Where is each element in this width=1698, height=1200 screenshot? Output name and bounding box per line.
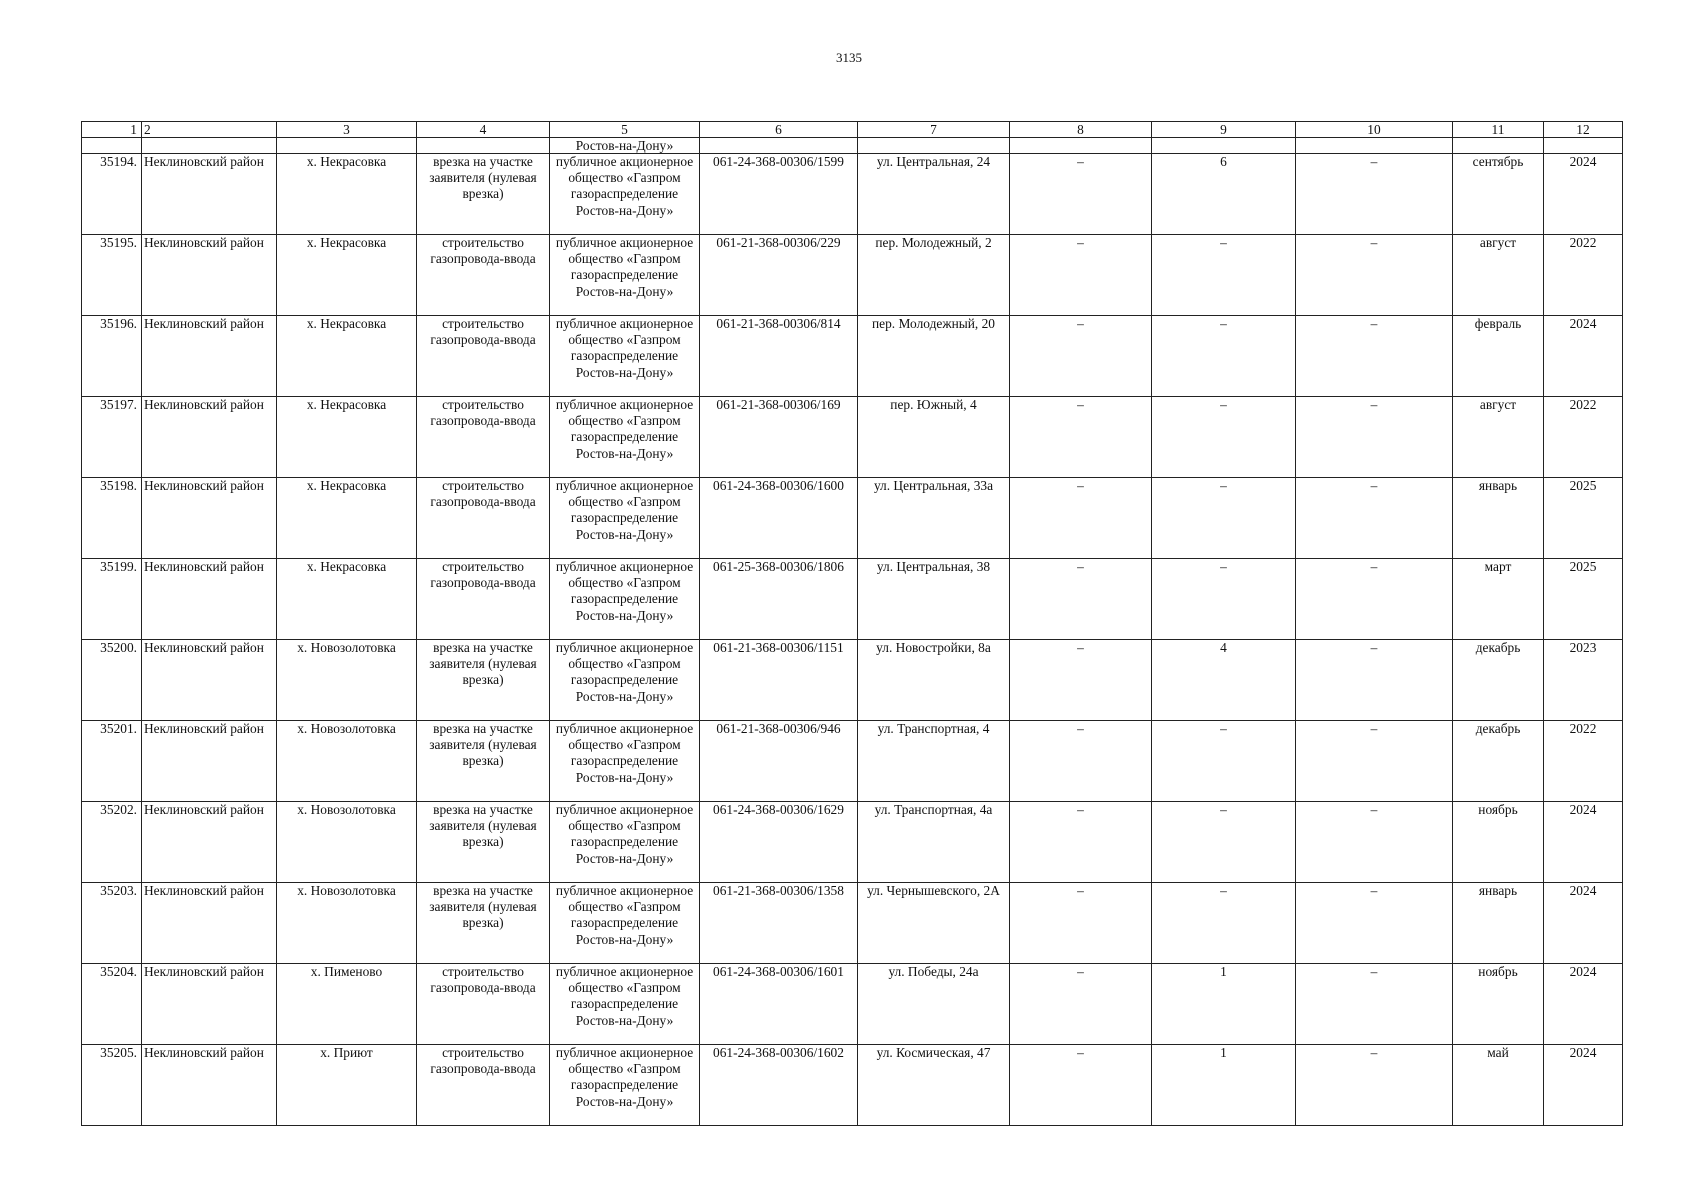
cell-col9-value: –	[1152, 235, 1296, 316]
cell-application-number: 061-21-368-00306/1151	[700, 640, 858, 721]
cell-row-number: 35201.	[82, 721, 142, 802]
cell-col10-value: –	[1296, 721, 1453, 802]
cell-settlement: х. Новозолотовка	[277, 802, 417, 883]
cell-application-number: 061-21-368-00306/169	[700, 397, 858, 478]
column-header-row	[82, 122, 1623, 138]
cell-col9-value: –	[1152, 883, 1296, 964]
cell-work-type: 4	[417, 122, 550, 138]
cell-application-number: 061-25-368-00306/1806	[700, 559, 858, 640]
cell-address: пер. Южный, 4	[858, 397, 1010, 478]
cell-district: Неклиновский район	[142, 235, 277, 316]
cell-district: Неклиновский район	[142, 1045, 277, 1126]
cell-settlement: х. Новозолотовка	[277, 883, 417, 964]
cell-row-number: 35205.	[82, 1045, 142, 1126]
cell-district	[142, 138, 277, 154]
cell-address: ул. Новостройки, 8а	[858, 640, 1010, 721]
cell-organization: публичное акционерное общество «Газпром газораспределение Ростов-на-Дону»	[550, 640, 700, 721]
cell-settlement: х. Некрасовка	[277, 478, 417, 559]
cell-organization: Ростов-на-Дону»	[550, 138, 700, 154]
table-row	[82, 397, 1623, 478]
cell-col8-value: –	[1010, 883, 1152, 964]
cell-col8-value: –	[1010, 1045, 1152, 1126]
table-row	[82, 802, 1623, 883]
cell-application-number: 061-21-368-00306/814	[700, 316, 858, 397]
cell-col8-value: –	[1010, 235, 1152, 316]
cell-col10-value: –	[1296, 397, 1453, 478]
cell-organization: публичное акционерное общество «Газпром газораспределение Ростов-на-Дону»	[550, 316, 700, 397]
cell-col9-value: –	[1152, 721, 1296, 802]
cell-year: 2022	[1544, 235, 1623, 316]
cell-organization: публичное акционерное общество «Газпром газораспределение Ростов-на-Дону»	[550, 802, 700, 883]
cell-month: февраль	[1453, 316, 1544, 397]
cell-col8-value: –	[1010, 316, 1152, 397]
cell-col8-value: –	[1010, 397, 1152, 478]
table-row	[82, 1045, 1623, 1126]
cell-address: ул. Чернышевского, 2А	[858, 883, 1010, 964]
cell-district: 2	[142, 122, 277, 138]
cell-month: январь	[1453, 883, 1544, 964]
cell-col9-value	[1152, 138, 1296, 154]
cell-col10-value: –	[1296, 640, 1453, 721]
cell-col9-value: –	[1152, 559, 1296, 640]
cell-application-number	[700, 138, 858, 154]
cell-address: ул. Центральная, 33а	[858, 478, 1010, 559]
cell-col8-value: –	[1010, 559, 1152, 640]
cell-year: 2024	[1544, 883, 1623, 964]
cell-work-type: врезка на участке заявителя (нулевая врезка)	[417, 802, 550, 883]
table-row	[82, 235, 1623, 316]
cell-col8-value: –	[1010, 721, 1152, 802]
cell-organization: публичное акционерное общество «Газпром газораспределение Ростов-на-Дону»	[550, 397, 700, 478]
table-row	[82, 964, 1623, 1045]
cell-work-type: строительство газопровода-ввода	[417, 316, 550, 397]
cell-col10-value: –	[1296, 964, 1453, 1045]
cell-address: ул. Транспортная, 4	[858, 721, 1010, 802]
cell-district: Неклиновский район	[142, 640, 277, 721]
cell-col9-value: 6	[1152, 154, 1296, 235]
cell-address: ул. Центральная, 24	[858, 154, 1010, 235]
cell-col10-value: –	[1296, 154, 1453, 235]
cell-col9-value: 1	[1152, 964, 1296, 1045]
cell-month: август	[1453, 397, 1544, 478]
page-number: 3135	[836, 50, 862, 65]
cell-month: сентябрь	[1453, 154, 1544, 235]
cell-col10-value	[1296, 138, 1453, 154]
cell-application-number: 061-24-368-00306/1600	[700, 478, 858, 559]
cell-address: ул. Победы, 24а	[858, 964, 1010, 1045]
table-row	[82, 559, 1623, 640]
cell-organization: публичное акционерное общество «Газпром газораспределение Ростов-на-Дону»	[550, 559, 700, 640]
cell-month: ноябрь	[1453, 964, 1544, 1045]
cell-col9-value: 4	[1152, 640, 1296, 721]
table-row	[82, 316, 1623, 397]
cell-month: март	[1453, 559, 1544, 640]
cell-col8-value: –	[1010, 802, 1152, 883]
cell-row-number	[82, 138, 142, 154]
cell-settlement: х. Некрасовка	[277, 559, 417, 640]
cell-row-number: 35195.	[82, 235, 142, 316]
cell-district: Неклиновский район	[142, 883, 277, 964]
table-row	[82, 154, 1623, 235]
cell-col10-value: –	[1296, 802, 1453, 883]
cell-work-type: строительство газопровода-ввода	[417, 478, 550, 559]
cell-settlement: х. Некрасовка	[277, 397, 417, 478]
cell-settlement: х. Новозолотовка	[277, 721, 417, 802]
cell-row-number: 35200.	[82, 640, 142, 721]
cell-settlement: 3	[277, 122, 417, 138]
cell-work-type: врезка на участке заявителя (нулевая врезка)	[417, 640, 550, 721]
table-row	[82, 478, 1623, 559]
cell-address	[858, 138, 1010, 154]
cell-col9-value: 1	[1152, 1045, 1296, 1126]
table-body	[82, 122, 1623, 1126]
cell-organization: публичное акционерное общество «Газпром газораспределение Ростов-на-Дону»	[550, 478, 700, 559]
cell-col9-value: –	[1152, 478, 1296, 559]
table-row	[82, 883, 1623, 964]
cell-year: 2022	[1544, 721, 1623, 802]
cell-row-number: 1	[82, 122, 142, 138]
cell-month: декабрь	[1453, 721, 1544, 802]
cell-address: ул. Транспортная, 4а	[858, 802, 1010, 883]
cell-address: 7	[858, 122, 1010, 138]
cell-settlement: х. Приют	[277, 1045, 417, 1126]
cell-settlement: х. Некрасовка	[277, 154, 417, 235]
cell-row-number: 35199.	[82, 559, 142, 640]
cell-application-number: 6	[700, 122, 858, 138]
cell-organization: публичное акционерное общество «Газпром газораспределение Ростов-на-Дону»	[550, 721, 700, 802]
cell-year: 2025	[1544, 478, 1623, 559]
register-table	[81, 121, 1623, 1126]
cell-work-type: строительство газопровода-ввода	[417, 1045, 550, 1126]
cell-col10-value: –	[1296, 316, 1453, 397]
cell-settlement: х. Некрасовка	[277, 316, 417, 397]
cell-settlement: х. Некрасовка	[277, 235, 417, 316]
cell-work-type: врезка на участке заявителя (нулевая врезка)	[417, 154, 550, 235]
cell-settlement: х. Пименово	[277, 964, 417, 1045]
cell-organization: публичное акционерное общество «Газпром газораспределение Ростов-на-Дону»	[550, 235, 700, 316]
cell-col10-value: –	[1296, 1045, 1453, 1126]
cell-month	[1453, 138, 1544, 154]
cell-district: Неклиновский район	[142, 316, 277, 397]
cell-work-type: строительство газопровода-ввода	[417, 235, 550, 316]
cell-row-number: 35196.	[82, 316, 142, 397]
cell-col8-value: 8	[1010, 122, 1152, 138]
cell-work-type: строительство газопровода-ввода	[417, 559, 550, 640]
cell-month: декабрь	[1453, 640, 1544, 721]
cell-month: май	[1453, 1045, 1544, 1126]
cell-row-number: 35197.	[82, 397, 142, 478]
cell-district: Неклиновский район	[142, 721, 277, 802]
cell-settlement: х. Новозолотовка	[277, 640, 417, 721]
cell-district: Неклиновский район	[142, 802, 277, 883]
cell-col8-value	[1010, 138, 1152, 154]
cell-organization: публичное акционерное общество «Газпром газораспределение Ростов-на-Дону»	[550, 883, 700, 964]
cell-col10-value: –	[1296, 235, 1453, 316]
cell-application-number: 061-24-368-00306/1629	[700, 802, 858, 883]
cell-organization: публичное акционерное общество «Газпром газораспределение Ростов-на-Дону»	[550, 1045, 700, 1126]
cell-year: 2024	[1544, 802, 1623, 883]
cell-year: 2024	[1544, 964, 1623, 1045]
cell-district: Неклиновский район	[142, 964, 277, 1045]
table-row	[82, 721, 1623, 802]
cell-application-number: 061-24-368-00306/1601	[700, 964, 858, 1045]
cell-organization: публичное акционерное общество «Газпром газораспределение Ростов-на-Дону»	[550, 154, 700, 235]
cell-col9-value: 9	[1152, 122, 1296, 138]
cell-application-number: 061-24-368-00306/1599	[700, 154, 858, 235]
cell-col8-value: –	[1010, 154, 1152, 235]
cell-work-type: строительство газопровода-ввода	[417, 964, 550, 1045]
continuation-row	[82, 138, 1623, 154]
cell-year: 12	[1544, 122, 1623, 138]
cell-organization: 5	[550, 122, 700, 138]
cell-year: 2024	[1544, 316, 1623, 397]
cell-row-number: 35203.	[82, 883, 142, 964]
cell-row-number: 35204.	[82, 964, 142, 1045]
cell-address: пер. Молодежный, 2	[858, 235, 1010, 316]
cell-row-number: 35198.	[82, 478, 142, 559]
cell-year: 2024	[1544, 1045, 1623, 1126]
cell-year: 2022	[1544, 397, 1623, 478]
cell-col8-value: –	[1010, 964, 1152, 1045]
cell-address: ул. Космическая, 47	[858, 1045, 1010, 1126]
cell-address: пер. Молодежный, 20	[858, 316, 1010, 397]
cell-year: 2023	[1544, 640, 1623, 721]
cell-col9-value: –	[1152, 802, 1296, 883]
cell-row-number: 35194.	[82, 154, 142, 235]
cell-district: Неклиновский район	[142, 559, 277, 640]
cell-work-type: врезка на участке заявителя (нулевая врезка)	[417, 721, 550, 802]
cell-month: 11	[1453, 122, 1544, 138]
cell-work-type	[417, 138, 550, 154]
cell-col9-value: –	[1152, 397, 1296, 478]
cell-settlement	[277, 138, 417, 154]
cell-row-number: 35202.	[82, 802, 142, 883]
cell-col10-value: 10	[1296, 122, 1453, 138]
table-row	[82, 640, 1623, 721]
cell-month: август	[1453, 235, 1544, 316]
cell-district: Неклиновский район	[142, 478, 277, 559]
cell-address: ул. Центральная, 38	[858, 559, 1010, 640]
cell-col10-value: –	[1296, 883, 1453, 964]
cell-application-number: 061-21-368-00306/946	[700, 721, 858, 802]
cell-year	[1544, 138, 1623, 154]
cell-district: Неклиновский район	[142, 154, 277, 235]
cell-work-type: врезка на участке заявителя (нулевая врезка)	[417, 883, 550, 964]
cell-work-type: строительство газопровода-ввода	[417, 397, 550, 478]
cell-col10-value: –	[1296, 559, 1453, 640]
cell-col8-value: –	[1010, 640, 1152, 721]
cell-col9-value: –	[1152, 316, 1296, 397]
cell-month: январь	[1453, 478, 1544, 559]
cell-application-number: 061-21-368-00306/1358	[700, 883, 858, 964]
cell-col8-value: –	[1010, 478, 1152, 559]
cell-col10-value: –	[1296, 478, 1453, 559]
cell-organization: публичное акционерное общество «Газпром газораспределение Ростов-на-Дону»	[550, 964, 700, 1045]
cell-district: Неклиновский район	[142, 397, 277, 478]
cell-month: ноябрь	[1453, 802, 1544, 883]
cell-year: 2024	[1544, 154, 1623, 235]
cell-application-number: 061-24-368-00306/1602	[700, 1045, 858, 1126]
cell-year: 2025	[1544, 559, 1623, 640]
cell-application-number: 061-21-368-00306/229	[700, 235, 858, 316]
